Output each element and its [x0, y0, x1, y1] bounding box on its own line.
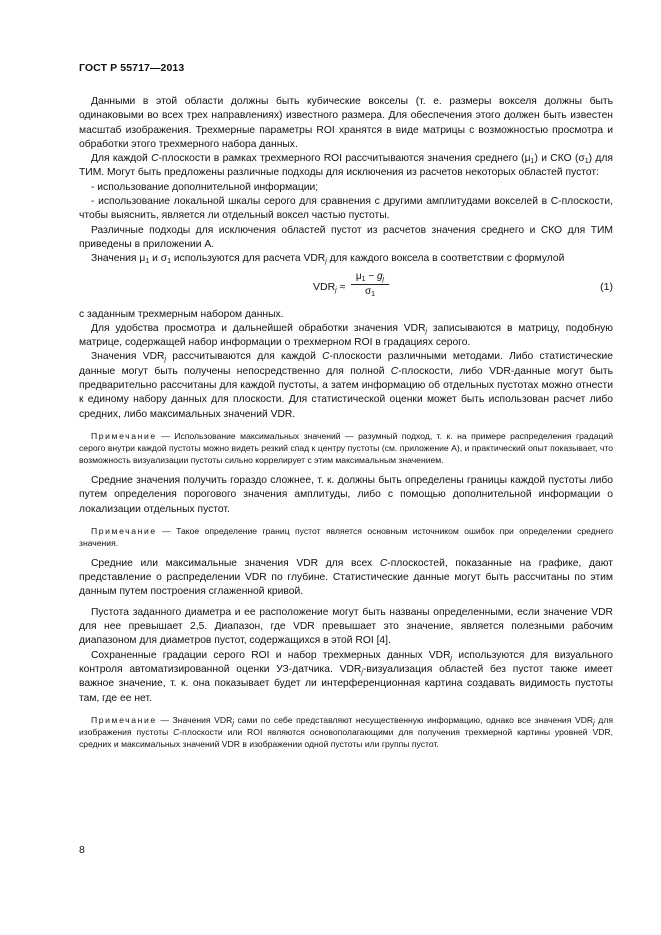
note-label: Примечание [91, 430, 157, 441]
paragraph-c-plane-stats: Для каждой C-плоскости в рамках трехмерного ROI рассчитываются значения среднего $(\mu_1)$ и СКО $(\sigma_1)$ для ТИМ. Могут быть предложены различные подходы для исключения из расчетов некоторых областей пустот: [79, 153, 613, 179]
note-label: Примечание [91, 525, 157, 536]
paragraph-working-range: Пустота заданного диаметра и ее расположение могут быть названы определенными, если значение VDR для нее превышает 2,5. Диапазон, где VDR превышает это значение, является полезными рабочим диапазоном для диаметров пустот, содержащихся в этой ROI [4]. [79, 606, 613, 647]
formula-fraction [351, 270, 389, 299]
paragraph-approaches: Различные подходы для исключения областей пустот из расчетов значения среднего и СКО для ТИМ приведены в приложении А. [79, 224, 613, 250]
page-content [79, 95, 613, 758]
list-item: - использование локальной шкалы серого для сравнения с другими амплитудами вокселей в С-плоскости, чтобы выяснить, является ли отдельный воксел частью пустоты. [79, 196, 613, 222]
paragraph-matrix: Для удобства просмотра и дальнейшей обработки значения $VDR_j$ записываются в матрицу, подобную матрице, содержащей набор информации о трехмерном ROI в градациях серого. [79, 322, 613, 349]
paragraph-dataset: с заданным трехмерным набором данных. [79, 308, 284, 320]
paragraph-mean-values: Средние значения получить гораздо сложнее, т. к. должны быть определены границы каждой пустоты либо путем определения порогового значения амплитуды, либо с помощью дополнительной информации о локализации отдельных пустот. [79, 474, 613, 515]
formula-lhs: $VDR_j$ ≈ [313, 280, 346, 294]
note-boundaries: Примечание — Такое определение границ пустот является основным источником ошибок при определении среднего значения. [79, 525, 613, 548]
formula-denominator: $\sigma_1$ [364, 285, 376, 298]
page-number: 8 [79, 844, 85, 856]
note-vdr-values: Примечание — Значения $VDR_j$ сами по себе представляют несущественную информацию, однако все значения $VDR_j$ для изображения пустоты C-плоскости или ROI являются основополагающими для получения трехмерной картины уровней VDR, средних и максимальных значений VDR в изображении одной пустоты или группы пустот. [79, 714, 613, 749]
formula-numerator: $\mu_1 - g_j$ [351, 270, 389, 285]
paragraph-visual-control: Сохраненные градации серого ROI и набор трехмерных данных $VDR_j$ используются для визуального контроля автоматизированной оценки УЗ-датчика. $VDR_j$-визуализация областей без пустот также имеет важное значение, т. к. она показывает будет ли интерференционная картина создавать видимость пустоты там, где ее нет. [79, 649, 613, 704]
paragraph-methods: Значения $VDR_j$ рассчитываются для каждой C-плоскости различными методами. Либо статистические данные могут быть получены непосредственно для полной C-плоскости, либо VDR-данные могут быть предварительно рассчитаны для каждой пустоты, а затем информацию об отдельных пустотах можно отнести к единому набору данных для плоскости. Для статистической оценки может быть использован расчет либо средних, либо максимальных значений VDR. [79, 351, 613, 420]
list-item: - использование дополнительной информации; [91, 181, 319, 193]
formula-vdr [79, 270, 613, 306]
formula-number: (1) [600, 280, 613, 293]
paragraph-depth-distribution: Средние или максимальные значения VDR для всех C-плоскостей, показанные на графике, дают представление о распределении VDR по глубине. Статистические данные могут быть рассчитаны по этим данным путем построения сглаженной кривой. [79, 557, 613, 598]
paragraph-voxels: Данными в этой области должны быть кубические вокселы (т. е. размеры вокселя должны быть одинаковыми во всех трех направлениях) известного размера. Для обеспечения этого должен быть известен масштаб изображения. Трехмерные параметры ROI хранятся в виде матрицы с возможностью просмотра и обработки этого трехмерного набора данных. [79, 96, 613, 150]
note-max-values: Примечание — Использование максимальных значений — разумный подход, т. к. на примере распределения градаций серого внутри каждой пустоты можно видеть резкий спад к центру пустоты (см. приложение А), и практический опыт показывает, что возможность визуализации пустоты сильно коррелирует с этим максимальным значением. [79, 430, 613, 465]
paragraph-formula-intro: Значения $\mu_1$ и $\sigma_1$ используются для расчета $VDR_j$ для каждого воксела в соответствии с формулой [91, 253, 565, 266]
note-label: Примечание [91, 714, 157, 725]
standard-header: ГОСТ Р 55717—2013 [79, 62, 185, 74]
